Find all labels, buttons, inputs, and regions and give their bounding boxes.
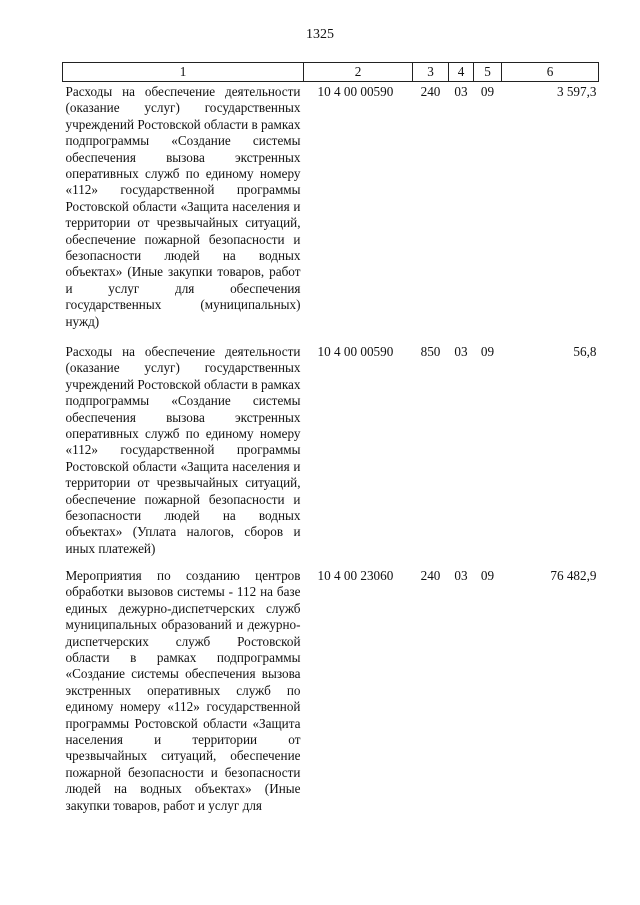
budget-table: [62, 62, 599, 814]
table-row: [63, 566, 599, 814]
row-col-3: 240: [420, 84, 441, 99]
row-col-4: 03: [454, 84, 468, 99]
row-col-5: 09: [480, 568, 495, 583]
header-col-1: 1: [63, 63, 304, 82]
row-amount: 56,8: [573, 344, 597, 359]
row-col-4: 03: [454, 344, 468, 359]
table-body: [63, 82, 599, 815]
table-header: [63, 63, 599, 82]
row-amount: 3 597,3: [556, 84, 597, 99]
header-col-6: 6: [502, 63, 599, 82]
table-row: [63, 82, 599, 343]
row-target-code: 10 4 00 00590: [317, 344, 394, 359]
header-col-2: 2: [304, 63, 413, 82]
page-number: 1325: [306, 27, 334, 42]
table-row: [63, 342, 599, 566]
row-col-3: 240: [420, 568, 441, 583]
header-row: [63, 63, 599, 82]
header-col-3: 3: [413, 63, 449, 82]
header-col-4: 4: [449, 63, 474, 82]
row-description: Расходы на обеспечение деятельности (оказание услуг) государственных учреждений Ростовской области в рамках подпрограммы «Создание системы обеспечения вызова экстренных оперативных служб по единому номеру «112» государственной программы Ростовской области «Защита населения и территории от чрезвычайных ситуаций, обеспечение пожарной безопасности и безопасности людей на водных объектах» (Иные закупки товаров, работ и услуг для обеспечения государственных (муниципальных) нужд): [65, 84, 301, 329]
row-amount: 76 482,9: [550, 568, 597, 583]
row-target-code: 10 4 00 23060: [317, 568, 394, 583]
row-col-4: 03: [454, 568, 468, 583]
row-target-code: 10 4 00 00590: [317, 84, 394, 99]
row-description: Расходы на обеспечение деятельности (оказание услуг) государственных учреждений Ростовской области в рамках подпрограммы «Создание системы обеспечения вызова экстренных оперативных служб по единому номеру «112» государственной программы Ростовской области «Защита населения и территории от чрезвычайных ситуаций, обеспечение пожарной безопасности и безопасности людей на водных объектах» (Уплата налогов, сборов и иных платежей): [65, 344, 301, 556]
header-col-5: 5: [474, 63, 502, 82]
row-col-3: 850: [420, 344, 441, 359]
row-col-5: 09: [480, 344, 495, 359]
row-description: Мероприятия по созданию центров обработки вызовов системы - 112 на базе единых дежурно-диспетчерских служб муниципальных образований и дежурно-диспетчерских служб Ростовской области в рамках подпрограммы «Создание системы обеспечения вызова экстренных оперативных служб по единому номеру «112» государственной программы Ростовской области «Защита населения и территории от чрезвычайных ситуаций, обеспечение пожарной безопасности и безопасности людей на водных объектах» (Иные закупки товаров, работ и услуг для: [65, 568, 301, 813]
row-col-5: 09: [480, 84, 495, 99]
